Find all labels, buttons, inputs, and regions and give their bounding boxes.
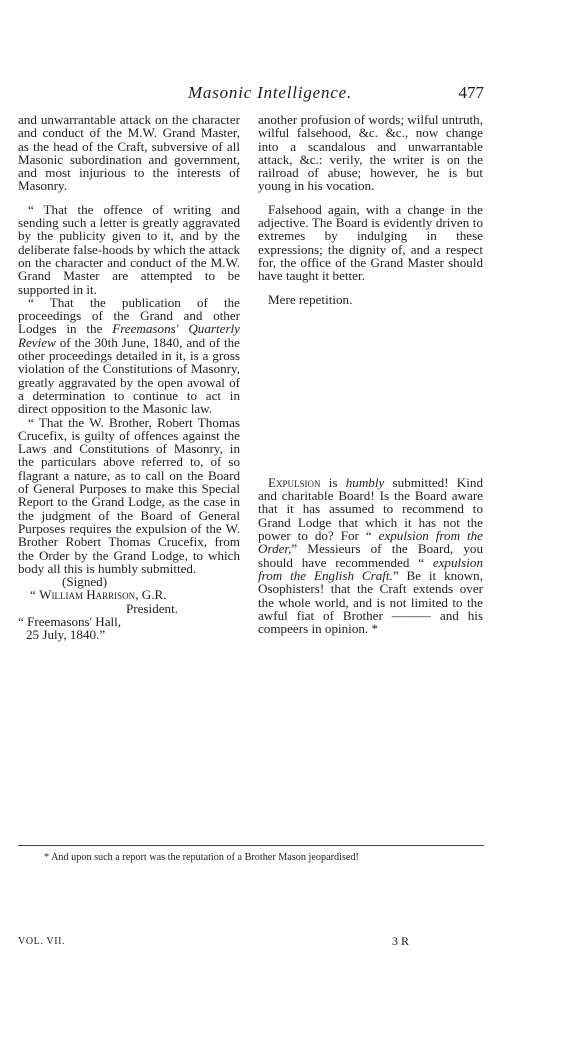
commentary-4-text-a: submitted! Kind and charitable Board! Is the Board aware that it has assumed to recommend to Grand Lodge that which it has not the power to do? For “	[258, 474, 483, 544]
quote-expulsion-order: expulsion from the Order,	[258, 528, 483, 557]
report-paragraph-1: and unwarrantable attack on the character and conduct of the M.W. Grand Master, as the head of the Craft, subversive of all Masonic subordination and government, and most injurious to the interests of Masonry.	[18, 112, 240, 194]
review-title: Freemasons' Quarterly Review	[18, 321, 240, 350]
commentary-paragraph-1: another profusion of words; wilful untruth, wilful falsehood, &c. &c., now change into a scandalous and unwarrantable attack, &c.: verily, the writer is on the railroad of abuse; however, he is but young in his vocation.	[258, 112, 483, 194]
right-column	[258, 113, 483, 635]
footnote-divider	[18, 845, 484, 846]
report-paragraph-4: “ That the W. Brother, Robert Thomas Crucefix, is guilty of offences against the Laws and Constitutions of Masonry, in the particulars above referred to, of so flagrant a nature, as to call on the Board of General Purposes to make this Special Report to the Grand Lodge, as the case in the judgment of the Board of General Purposes requires the expulsion of the W. Brother Robert Thomas Crucefix, from the Order by the Grand Lodge, to which body all this is humbly submitted.	[18, 414, 240, 576]
left-column	[18, 113, 240, 642]
signature-line	[30, 588, 240, 601]
signatory-name: William Harrison	[39, 587, 136, 603]
signature-mark: 3 R	[392, 934, 410, 948]
signed-label: (Signed)	[62, 574, 108, 590]
commentary-paragraph-4	[258, 476, 483, 636]
footnote: * And upon such a report was the reputation of a Brother Mason jeopardised!	[44, 852, 359, 863]
humbly-word: humbly	[345, 474, 385, 490]
commentary-paragraph-2: Falsehood again, with a change in the adjective. The Board is evidently driven to extremes by indulging in these expressions; the dignity of, and a respect for, the office of the Grand Master should have taught it better.	[258, 201, 483, 284]
commentary-4-is: is	[320, 474, 346, 490]
dateline-date: 25 July, 1840.”	[26, 627, 106, 643]
commentary-paragraph-3: Mere repetition.	[268, 291, 353, 307]
report-paragraph-3-end: of the 30th June, 1840, and of the other proceedings detailed in it, is a gross violation of the Constitutions of Masonry, greatly aggravated by the open avowal of a determination to continue to act in direct opposition to the Masonic law.	[18, 334, 240, 417]
report-paragraph-3-start: “ That the publication of the proceedings of the Grand and other Lodges in the	[18, 294, 240, 337]
signatory-title: President.	[126, 600, 179, 616]
signature-open-quote: “	[30, 587, 40, 603]
report-paragraph-2: “ That the offence of writing and sending such a letter is greatly aggravated by the publicity given to it, and by the deliberate false-hoods by which the attack on the character and conduct of the M.W. Grand Master are attempted to be supported in it.	[18, 201, 240, 297]
commentary-4-text-c: ” Be it known, Osophisters! that the Craft extends over the whole world, and is not limited to the awful fiat of Brother ——— and his compeers in opinion. *	[258, 567, 483, 637]
page-number: 477	[458, 83, 484, 102]
volume-label: VOL. VII.	[18, 936, 66, 947]
dateline-place: “ Freemasons' Hall,	[18, 613, 122, 629]
commentary-4-text-b: ” Messieurs of the Board, you should have recommended “	[258, 541, 483, 570]
signatory-suffix: , G.R.	[135, 587, 167, 603]
quote-expulsion-craft: expulsion from the English Craft.	[258, 554, 483, 583]
report-paragraph-3	[18, 296, 240, 416]
expulsion-word: Expulsion	[268, 474, 321, 490]
running-head-title: Masonic Intelligence.	[187, 83, 353, 102]
